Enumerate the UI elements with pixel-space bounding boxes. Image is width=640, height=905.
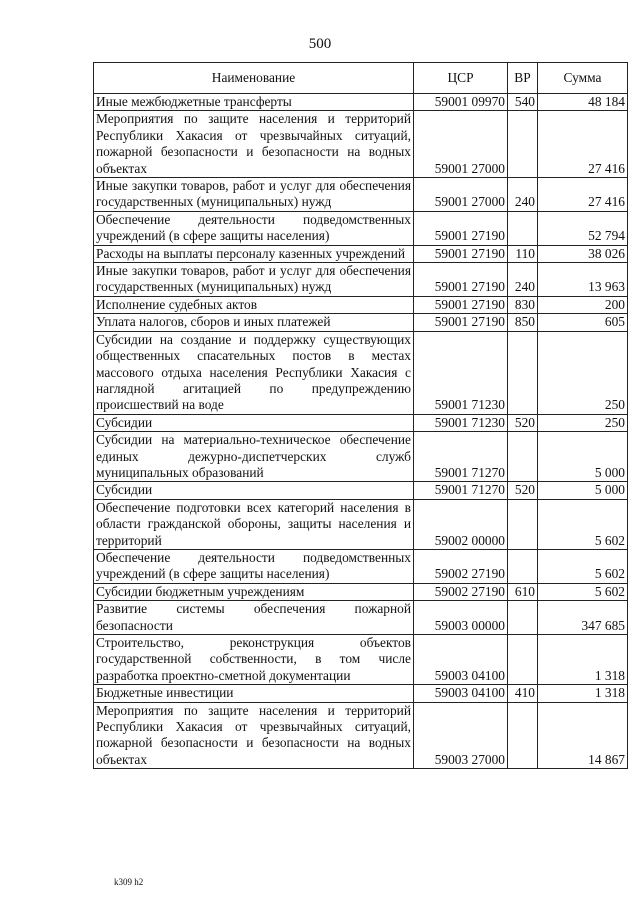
table-row (94, 111, 628, 178)
table-row (94, 178, 628, 212)
row-sum: 200 (538, 296, 628, 313)
row-name: Иные закупки товаров, работ и услуг для обеспечения государственных (муниципальных) нужд (94, 263, 414, 297)
row-sum: 5 602 (538, 499, 628, 549)
row-sum: 5 602 (538, 583, 628, 600)
row-sum: 14 867 (538, 702, 628, 769)
table-row (94, 482, 628, 499)
row-name: Обеспечение подготовки всех категорий населения в области гражданской обороны, защиты населения и территорий (94, 499, 414, 549)
row-sum: 347 685 (538, 601, 628, 635)
row-name: Уплата налогов, сборов и иных платежей (94, 314, 414, 331)
row-name: Субсидии (94, 482, 414, 499)
row-name: Иные межбюджетные трансферты (94, 94, 414, 111)
row-sum: 13 963 (538, 263, 628, 297)
row-sum: 1 318 (538, 685, 628, 702)
row-csr: 59001 27190 (414, 263, 508, 297)
row-name: Субсидии на материально-техническое обеспечение единых дежурно-диспетчерских служб муниципальных образований (94, 432, 414, 482)
header-name: Наименование (94, 63, 414, 94)
table-row (94, 432, 628, 482)
row-vr (508, 331, 538, 414)
row-name: Строительство, реконструкция объектов государственной собственности, в том числе разработка проектно-сметной документации (94, 635, 414, 685)
row-sum: 5 000 (538, 432, 628, 482)
row-vr: 610 (508, 583, 538, 600)
row-sum: 48 184 (538, 94, 628, 111)
row-csr: 59001 71230 (414, 331, 508, 414)
row-sum: 38 026 (538, 245, 628, 262)
row-vr: 410 (508, 685, 538, 702)
row-csr: 59001 27000 (414, 111, 508, 178)
row-csr: 59001 27190 (414, 211, 508, 245)
row-name: Обеспечение деятельности подведомственных учреждений (в сфере защиты населения) (94, 211, 414, 245)
row-csr: 59003 00000 (414, 601, 508, 635)
row-name: Исполнение судебных актов (94, 296, 414, 313)
row-csr: 59003 27000 (414, 702, 508, 769)
row-vr (508, 111, 538, 178)
row-sum: 1 318 (538, 635, 628, 685)
budget-table (93, 62, 628, 769)
row-csr: 59001 09970 (414, 94, 508, 111)
table-row (94, 211, 628, 245)
row-csr: 59001 27190 (414, 245, 508, 262)
table-row (94, 296, 628, 313)
row-csr: 59001 27190 (414, 296, 508, 313)
row-sum: 52 794 (538, 211, 628, 245)
table-row (94, 635, 628, 685)
row-csr: 59003 04100 (414, 685, 508, 702)
row-sum: 5 602 (538, 549, 628, 583)
row-vr: 110 (508, 245, 538, 262)
row-vr (508, 635, 538, 685)
header-csr: ЦСР (414, 63, 508, 94)
table-row (94, 263, 628, 297)
row-sum: 5 000 (538, 482, 628, 499)
footer-code: k309 h2 (114, 877, 144, 887)
table-row (94, 499, 628, 549)
row-vr: 540 (508, 94, 538, 111)
table-row (94, 245, 628, 262)
row-name: Развитие системы обеспечения пожарной безопасности (94, 601, 414, 635)
row-name: Бюджетные инвестиции (94, 685, 414, 702)
row-vr (508, 432, 538, 482)
table-row (94, 94, 628, 111)
table-row (94, 583, 628, 600)
row-csr: 59001 71270 (414, 432, 508, 482)
row-vr (508, 211, 538, 245)
row-name: Обеспечение деятельности подведомственных учреждений (в сфере защиты населения) (94, 549, 414, 583)
row-name: Субсидии (94, 414, 414, 431)
row-csr: 59001 71230 (414, 414, 508, 431)
table-row (94, 331, 628, 414)
table-header-row (94, 63, 628, 94)
table-row (94, 414, 628, 431)
row-sum: 250 (538, 331, 628, 414)
table-row (94, 314, 628, 331)
row-csr: 59001 71270 (414, 482, 508, 499)
row-vr (508, 549, 538, 583)
row-name: Расходы на выплаты персоналу казенных учреждений (94, 245, 414, 262)
row-csr: 59002 00000 (414, 499, 508, 549)
row-name: Субсидии бюджетным учреждениям (94, 583, 414, 600)
row-vr (508, 601, 538, 635)
row-vr (508, 499, 538, 549)
row-name: Мероприятия по защите населения и территорий Республики Хакасия от чрезвычайных ситуаций, пожарной безопасности и безопасности на водных объектах (94, 111, 414, 178)
table-row (94, 685, 628, 702)
row-vr (508, 702, 538, 769)
row-sum: 605 (538, 314, 628, 331)
row-name: Иные закупки товаров, работ и услуг для обеспечения государственных (муниципальных) нужд (94, 178, 414, 212)
row-vr: 240 (508, 178, 538, 212)
row-name: Субсидии на создание и поддержку существующих общественных спасательных постов в местах массового отдыха населения Республики Хакасия с наглядной агитацией по предупреждению происшествий на воде (94, 331, 414, 414)
row-vr: 830 (508, 296, 538, 313)
row-sum: 250 (538, 414, 628, 431)
row-csr: 59001 27000 (414, 178, 508, 212)
row-csr: 59003 04100 (414, 635, 508, 685)
row-vr: 240 (508, 263, 538, 297)
table-row (94, 702, 628, 769)
page-number: 500 (308, 36, 332, 52)
header-sum: Сумма (538, 63, 628, 94)
row-vr: 520 (508, 414, 538, 431)
table-row (94, 549, 628, 583)
row-sum: 27 416 (538, 111, 628, 178)
row-vr: 850 (508, 314, 538, 331)
row-csr: 59002 27190 (414, 583, 508, 600)
header-vr: ВР (508, 63, 538, 94)
row-csr: 59002 27190 (414, 549, 508, 583)
table-row (94, 601, 628, 635)
row-name: Мероприятия по защите населения и территорий Республики Хакасия от чрезвычайных ситуаций, пожарной безопасности и безопасности на водных объектах (94, 702, 414, 769)
row-vr: 520 (508, 482, 538, 499)
row-sum: 27 416 (538, 178, 628, 212)
row-csr: 59001 27190 (414, 314, 508, 331)
